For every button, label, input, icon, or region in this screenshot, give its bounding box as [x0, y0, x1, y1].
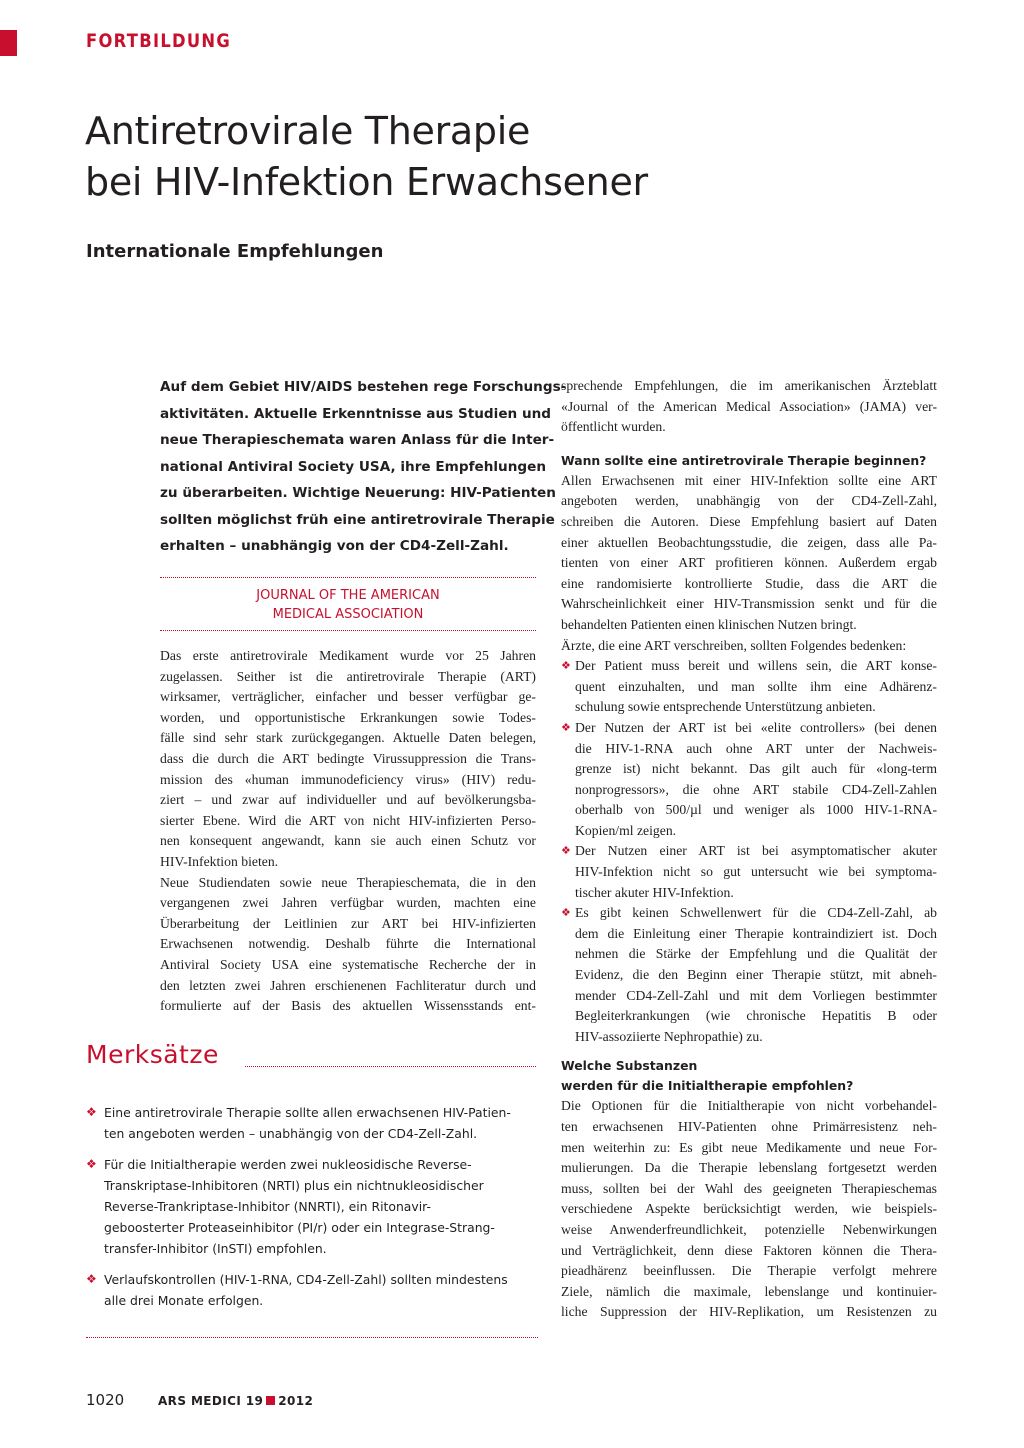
text-line: verschiedene Aspekte berücksichtigt werden, wie beispiels-: [561, 1201, 937, 1217]
text-line: sierter Ebene. Wird die ART von nicht HIV-infizierten Perso-: [160, 812, 536, 828]
text-line: Begleiterkrankungen (wie chronische Hepatitis B oder: [575, 1008, 937, 1024]
article-subtitle: Internationale Empfehlungen: [86, 241, 384, 262]
diamond-bullet-icon: ❖: [86, 1105, 97, 1119]
text-line: dass die durch die ART bedingte Virussuppression die Trans-: [160, 750, 536, 766]
text-line: Erwachsenen notwendig. Deshalb führte die International: [160, 936, 536, 952]
heading-2-line-2: werden für die Initialtherapie empfohlen?: [561, 1078, 854, 1094]
text-line: Der Nutzen der ART ist bei «elite controllers» (bei denen: [575, 719, 937, 735]
text-line: öffentlicht wurden.: [561, 419, 666, 435]
diamond-bullet-icon: ❖: [86, 1157, 97, 1171]
source-credit: [160, 586, 536, 624]
text-line: Allen Erwachsenen mit einer HIV-Infektion sollte eine ART: [561, 472, 937, 488]
diamond-bullet-icon: ❖: [561, 660, 571, 673]
consideration-item: [561, 903, 937, 1047]
consideration-item: [561, 718, 937, 842]
key-points-heading-leader: [245, 1066, 536, 1067]
diamond-bullet-icon: ❖: [86, 1272, 97, 1286]
diamond-bullet-icon: ❖: [561, 721, 571, 734]
text-line: weise Anwenderfreundlichkeit, potenzielle Nebenwirkungen: [561, 1221, 937, 1237]
key-points-divider-bottom: [86, 1337, 538, 1338]
considerations-list: [561, 656, 937, 1047]
text-line: tienten von einer ART profitieren können. Außerdem ergab: [561, 555, 937, 571]
text-line: einer aktuellen Beobachtungsstudie, die zeigen, dass alle Pa-: [561, 534, 937, 550]
text-line: den letzten zwei Jahren erschienenen Fachliteratur durch und: [160, 977, 536, 993]
section-heading-initial-therapy: [561, 1056, 937, 1096]
text-line: Antiviral Society USA eine systematische Recherche der in: [160, 956, 536, 972]
key-point-line: transfer-Inhibitor (InSTI) empfohlen.: [104, 1241, 327, 1256]
text-line: Das erste antiretrovirale Medikament wurde vor 25 Jahren: [160, 648, 536, 663]
text-line: oberhalb von 500/µl und weniger als 1000 HIV-1-RNA-: [575, 802, 937, 818]
title-line-1: Antiretrovirale Therapie: [85, 109, 531, 153]
text-line: mulierungen. Da die Therapie lebenslang fortgesetzt werden: [561, 1160, 937, 1176]
text-line: HIV-Infektion nicht so gut untersucht wie bei symptoma-: [575, 864, 937, 880]
text-line: Ziele, nämlich die maximale, lebenslange und kontinuier-: [561, 1283, 937, 1299]
left-body-text: [160, 646, 536, 1017]
consideration-item: [561, 841, 937, 903]
text-line: HIV-Infektion bieten.: [160, 853, 279, 869]
lead-line: zu überarbeiten. Wichtige Neuerung: HIV-Patienten: [160, 485, 556, 501]
text-line: Überarbeitung der Leitlinien zur ART bei HIV-infizierten: [160, 915, 536, 931]
text-line: HIV-assoziierte Nephropathie) zu.: [575, 1028, 763, 1044]
right-intro-text: [561, 376, 937, 438]
therapy-start-paragraph: [561, 471, 937, 656]
key-point-item: [86, 1102, 538, 1144]
key-points-list: [86, 1102, 538, 1321]
lead-line: sollten möglichst früh eine antiretrovirale Therapie: [160, 511, 555, 528]
text-line: nen konsequent angewandt, kann sie auch einen Schutz vor: [160, 833, 536, 849]
text-line: zugelassen. Seither ist die antiretrovirale Therapie (ART): [160, 668, 536, 684]
text-line: und Verträglichkeit, denn diese Faktoren können die Thera-: [561, 1242, 937, 1258]
source-divider-top: [160, 577, 536, 578]
key-point-item: [86, 1269, 538, 1311]
key-point-line: geboosterter Proteaseinhibitor (PI/r) oder ein Integrase-Strang-: [104, 1220, 495, 1235]
key-points-heading: Merksätze: [86, 1040, 219, 1069]
text-line: fälle sind sehr stark zurückgegangen. Aktuelle Daten belegen,: [160, 730, 536, 746]
lead-line: national Antiviral Society USA, ihre Empfehlungen: [160, 458, 547, 475]
right-column: [561, 376, 937, 1323]
text-line: Evidenz, die den Beginn einer Therapie stützt, mit abneh-: [575, 967, 937, 983]
text-line: nonprogressors», die ohne ART stabile CD4-Zell-Zahlen: [575, 781, 937, 797]
text-line: mender CD4-Zell-Zahl und mit dem Vorliegen bestimmter: [575, 987, 937, 1003]
key-point-line: ten angeboten werden – unabhängig von der CD4-Zell-Zahl.: [104, 1126, 478, 1141]
consideration-item: [561, 656, 937, 718]
source-line-2: MEDICAL ASSOCIATION: [272, 607, 424, 622]
page-number: 1020: [86, 1391, 125, 1409]
text-line: muss, sollten bei der Wahl des geeigneten Therapieschemas: [561, 1180, 937, 1196]
journal-year: 2012: [278, 1394, 314, 1408]
section-color-mark: [0, 30, 17, 56]
key-point-item: [86, 1154, 538, 1259]
text-line: worden, und opportunistische Erkrankungen sowie Todes-: [160, 709, 536, 725]
key-point-line: Für die Initialtherapie werden zwei nukleosidische Reverse-: [104, 1157, 472, 1172]
text-line: Der Nutzen einer ART ist bei asymptomatischer akuter: [575, 843, 937, 859]
article-title: [85, 106, 845, 208]
lead-line: neue Therapieschemata waren Anlass für die Inter-: [160, 432, 555, 448]
lead-line: Auf dem Gebiet HIV/AIDS bestehen rege Forschungs-: [160, 379, 567, 395]
text-line: angeboten werden, unabhängig von der CD4-Zell-Zahl,: [561, 493, 937, 509]
diamond-bullet-icon: ❖: [561, 845, 571, 858]
text-line: «Journal of the American Medical Association» (JAMA) ver-: [561, 398, 937, 414]
text-line: nehmen die Stärke der Empfehlung und die Qualität der: [575, 946, 937, 962]
text-line: Die Optionen für die Initialtherapie von nicht vorbehandel-: [561, 1098, 937, 1114]
text-line: Wahrscheinlichkeit einer HIV-Transmission senkt und für die: [561, 596, 937, 612]
journal-footer: [158, 1394, 313, 1408]
text-line: Es gibt keinen Schwellenwert für die CD4-Zell-Zahl, ab: [575, 905, 937, 921]
title-line-2: bei HIV-Infektion Erwachsener: [85, 160, 648, 204]
source-divider-bottom: [160, 630, 536, 631]
lead-paragraph: [160, 374, 567, 560]
text-line: eine randomisierte kontrollierte Studie, dass die ART die: [561, 575, 937, 591]
lead-line: aktivitäten. Aktuelle Erkenntnisse aus Studien und: [160, 405, 552, 422]
text-line: behandelten Patienten einen klinischen Nutzen bringt.: [561, 616, 857, 632]
key-point-line: Eine antiretrovirale Therapie sollte allen erwachsenen HIV-Patien-: [104, 1105, 511, 1120]
section-label: FORTBILDUNG: [86, 30, 232, 52]
lead-line: erhalten – unabhängig von der CD4-Zell-Zahl.: [160, 538, 509, 554]
text-line: quent einzuhalten, und man sollte ihm eine Adhärenz-: [575, 678, 937, 694]
text-line: schreiben die Autoren. Diese Empfehlung basiert auf Daten: [561, 513, 937, 529]
text-line: grenze ist) nicht bekannt. Das gilt auch für «long-term: [575, 761, 937, 777]
text-line: men weiterhin zu: Es gibt neue Medikamente und neue For-: [561, 1139, 937, 1155]
text-line: wirksamer, verträglicher, einfacher und besser verfügbar ge-: [160, 689, 536, 705]
text-line: vergangenen zwei Jahren verfügbar wurden, machten eine: [160, 895, 536, 911]
text-line: ziert – und zwar auf individueller und auf bevölkerungsba-: [160, 792, 536, 808]
key-point-line: alle drei Monate erfolgen.: [104, 1293, 264, 1308]
text-line: mission des «human immunodeficiency virus» (HIV) redu-: [160, 771, 536, 787]
footer-square-icon: [266, 1396, 275, 1405]
section-heading-therapy-start: Wann sollte eine antiretrovirale Therapie beginnen?: [561, 452, 927, 468]
journal-name: ARS MEDICI 19: [158, 1394, 264, 1408]
text-line: Kopien/ml zeigen.: [575, 822, 677, 838]
initial-therapy-paragraph: [561, 1096, 937, 1323]
heading-2-line-1: Welche Substanzen: [561, 1058, 698, 1074]
key-point-line: Verlaufskontrollen (HIV-1-RNA, CD4-Zell-Zahl) sollten mindestens: [104, 1272, 508, 1287]
text-line: liche Suppression der HIV-Replikation, um Resistenzen zu: [561, 1304, 937, 1320]
key-point-line: Transkriptase-Inhibitoren (NRTI) plus ein nichtnukleosidischer: [104, 1178, 484, 1193]
text-line: schulung sowie entsprechende Unterstützung anbieten.: [575, 699, 876, 715]
text-line: Der Patient muss bereit und willens sein, die ART konse-: [575, 658, 937, 674]
text-line: tischer akuter HIV-Infektion.: [575, 884, 734, 900]
source-line-1: JOURNAL OF THE AMERICAN: [256, 588, 440, 603]
text-line: dem die Einleitung einer Therapie kontraindiziert ist. Doch: [575, 925, 937, 941]
text-line: die HIV-1-RNA auch ohne ART unter der Nachweis-: [575, 740, 937, 756]
key-point-line: Reverse-Trankriptase-Inhibitor (NNRTI), ein Ritonavir-: [104, 1199, 431, 1214]
text-line: sprechende Empfehlungen, die im amerikanischen Ärzteblatt: [561, 378, 937, 393]
diamond-bullet-icon: ❖: [561, 907, 571, 920]
text-line: pieadhärenz beeinflussen. Die Therapie verfolgt mehrere: [561, 1263, 937, 1279]
text-line: ten erwachsenen HIV-Patienten ohne Primärresistenz neh-: [561, 1119, 937, 1134]
text-line: Ärzte, die eine ART verschreiben, sollten Folgendes bedenken:: [561, 637, 907, 653]
text-line: formulierte auf der Basis des aktuellen Wissensstands ent-: [160, 998, 536, 1014]
text-line: Neue Studiendaten sowie neue Therapieschemata, die in den: [160, 874, 536, 890]
